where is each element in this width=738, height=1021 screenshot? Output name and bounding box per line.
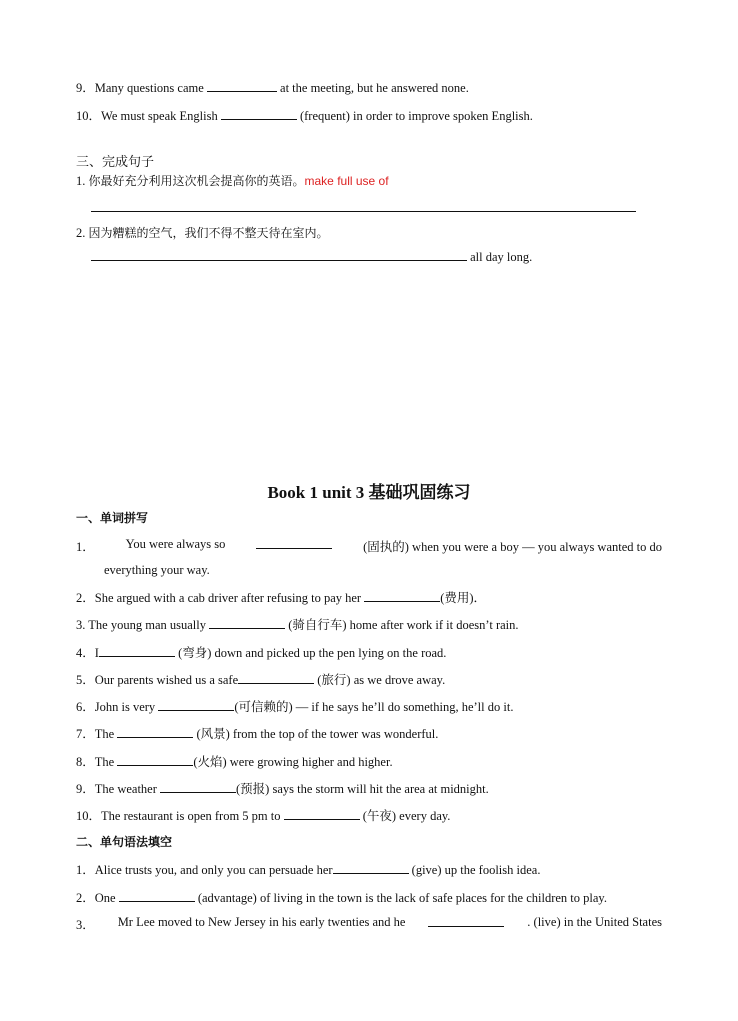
answer-blank[interactable] — [428, 915, 504, 927]
answer-blank[interactable] — [364, 590, 440, 602]
answer-line[interactable] — [91, 249, 467, 261]
exercise-item: 1． You were always so (固执的) when you were a boy — you always wanted to do — [76, 537, 662, 554]
exercise-item: 6．John is very (可信赖的) — if he says he’ll do something, he’ll do it. — [76, 700, 514, 714]
exercise-item: 3. The young man usually (骑自行车) home after work if it doesn’t rain. — [76, 618, 519, 632]
section-heading: 一、单词拼写 — [76, 511, 149, 525]
exercise-item: 4．I (弯身) down and picked up the pen lying on the road. — [76, 646, 447, 660]
exercise-item: 2．One (advantage) of living in the town is the lack of safe places for the children to play. — [76, 891, 607, 905]
answer-blank[interactable] — [117, 726, 193, 738]
answer-blank[interactable] — [209, 617, 285, 629]
translation-item: 1. 你最好充分利用这次机会提高你的英语。make full use of — [76, 174, 389, 188]
exercise-item: 1．Alice trusts you, and only you can persuade her (give) up the foolish idea. — [76, 863, 541, 877]
section-heading: 三、完成句子 — [76, 155, 155, 170]
exercise-item: 7．The (风景) from the top of the tower was wonderful. — [76, 727, 439, 741]
answer-blank[interactable] — [284, 808, 360, 820]
answer-blank[interactable] — [119, 890, 195, 902]
answer-blank[interactable] — [117, 754, 193, 766]
answer-blank[interactable] — [158, 699, 234, 711]
exercise-item: 9．Many questions came at the meeting, but he answered none. — [76, 81, 469, 95]
exercise-item: 10．The restaurant is open from 5 pm to (午夜) every day. — [76, 809, 451, 823]
answer-blank[interactable] — [99, 645, 175, 657]
exercise-item: 9．The weather (预报) says the storm will hit the area at midnight. — [76, 782, 489, 796]
section-heading: 二、单句语法填空 — [76, 835, 173, 849]
translation-item: 2. 因为糟糕的空气，我们不得不整天待在室内。 — [76, 226, 329, 240]
exercise-item: 10．We must speak English (frequent) in order to improve spoken English. — [76, 109, 533, 123]
answer-blank[interactable] — [221, 108, 297, 120]
answer-line[interactable] — [91, 211, 636, 212]
exercise-item: 2．She argued with a cab driver after refusing to pay her (费用)． — [76, 591, 487, 605]
answer-blank[interactable] — [256, 537, 332, 549]
exercise-continuation: everything your way. — [104, 563, 210, 577]
answer-blank[interactable] — [160, 781, 236, 793]
answer-blank[interactable] — [333, 862, 409, 874]
answer-blank[interactable] — [207, 80, 277, 92]
exercise-item: 5．Our parents wished us a safe (旅行) as we drove away. — [76, 673, 446, 687]
exercise-item: 8．The (火焰) were growing higher and higher. — [76, 755, 393, 769]
exercise-item: 3． Mr Lee moved to New Jersey in his early twenties and he . (live) in the United States — [76, 915, 662, 932]
translation-answer: all day long. — [91, 249, 532, 265]
hint-text: make full use of — [304, 174, 389, 188]
answer-blank[interactable] — [238, 672, 314, 684]
page-title: Book 1 unit 3 基础巩固练习 — [267, 483, 471, 502]
